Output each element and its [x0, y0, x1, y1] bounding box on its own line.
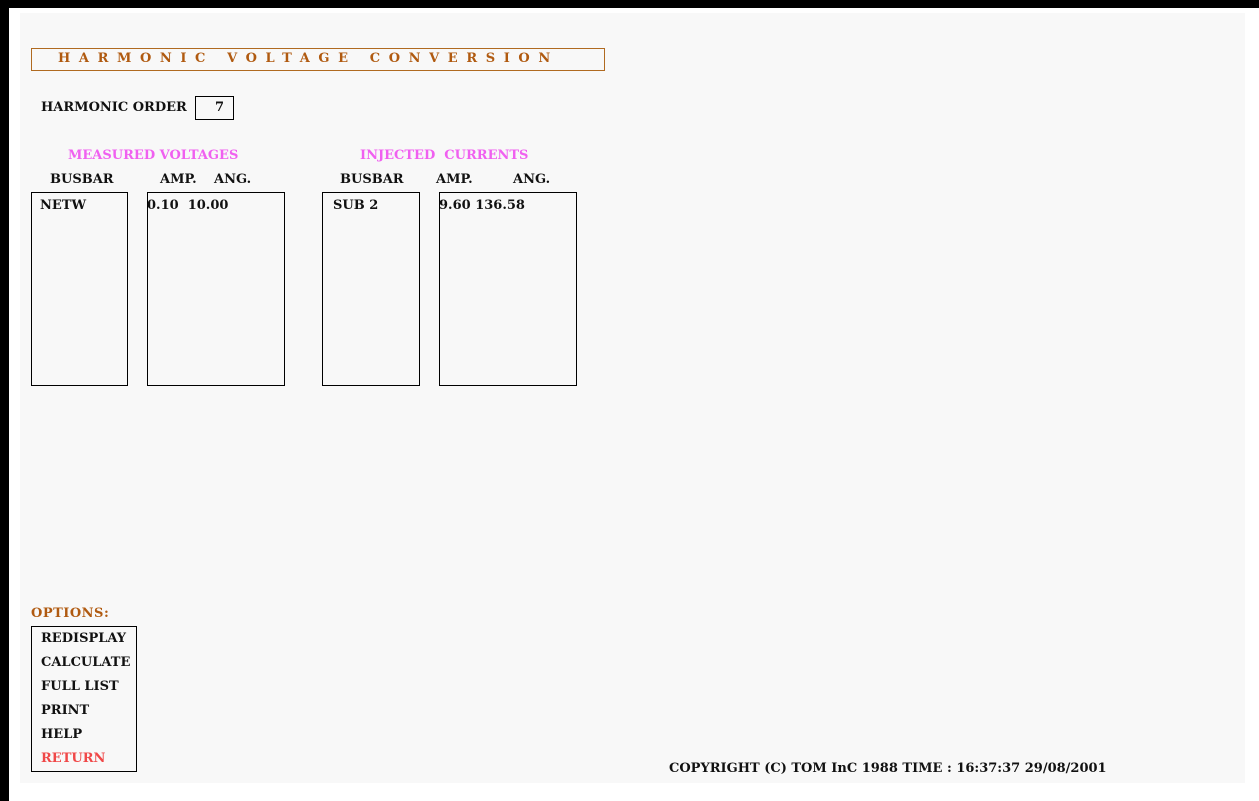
injected-amp-header: AMP.	[436, 172, 473, 187]
time-label: TIME :	[902, 761, 952, 776]
window-frame-top	[0, 0, 1259, 8]
menu-item-return[interactable]: RETURN	[41, 751, 106, 766]
injected-ang-header: ANG.	[513, 172, 551, 187]
main-panel	[20, 13, 1245, 783]
page-title: HARMONIC VOLTAGE CONVERSION	[58, 51, 559, 66]
list-item[interactable]: 9.60 136.58	[439, 198, 525, 213]
menu-item-help[interactable]: HELP	[41, 727, 83, 742]
menu-item-print[interactable]: PRINT	[41, 703, 90, 718]
copyright-text: COPYRIGHT (C) TOM InC 1988	[669, 761, 898, 776]
injected-values-list[interactable]	[439, 192, 577, 386]
measured-busbar-header: BUSBAR	[50, 172, 114, 187]
measured-values-list[interactable]	[147, 192, 285, 386]
time-value: 16:37:37	[956, 761, 1021, 776]
measured-voltages-heading: MEASURED VOLTAGES	[68, 148, 239, 163]
menu-item-full-list[interactable]: FULL LIST	[41, 679, 119, 694]
status-footer	[669, 761, 1107, 776]
measured-busbar-list[interactable]	[31, 192, 128, 386]
date-value: 29/08/2001	[1024, 761, 1107, 776]
harmonic-order-label: HARMONIC ORDER	[41, 100, 187, 115]
list-item[interactable]: 0.10 10.00	[147, 198, 229, 213]
window-frame-left	[0, 0, 9, 801]
harmonic-order-input[interactable]: 7	[195, 96, 234, 120]
options-menu	[31, 626, 137, 772]
measured-amp-header: AMP.	[160, 172, 197, 187]
injected-currents-heading: INJECTED CURRENTS	[360, 148, 529, 163]
options-label: OPTIONS:	[31, 606, 110, 621]
menu-item-redisplay[interactable]: REDISPLAY	[41, 631, 127, 646]
injected-busbar-header: BUSBAR	[340, 172, 404, 187]
menu-item-calculate[interactable]: CALCULATE	[41, 655, 131, 670]
list-item[interactable]: NETW	[40, 198, 87, 213]
injected-busbar-list[interactable]	[322, 192, 420, 386]
list-item[interactable]: SUB 2	[333, 198, 379, 213]
measured-ang-header: ANG.	[214, 172, 252, 187]
